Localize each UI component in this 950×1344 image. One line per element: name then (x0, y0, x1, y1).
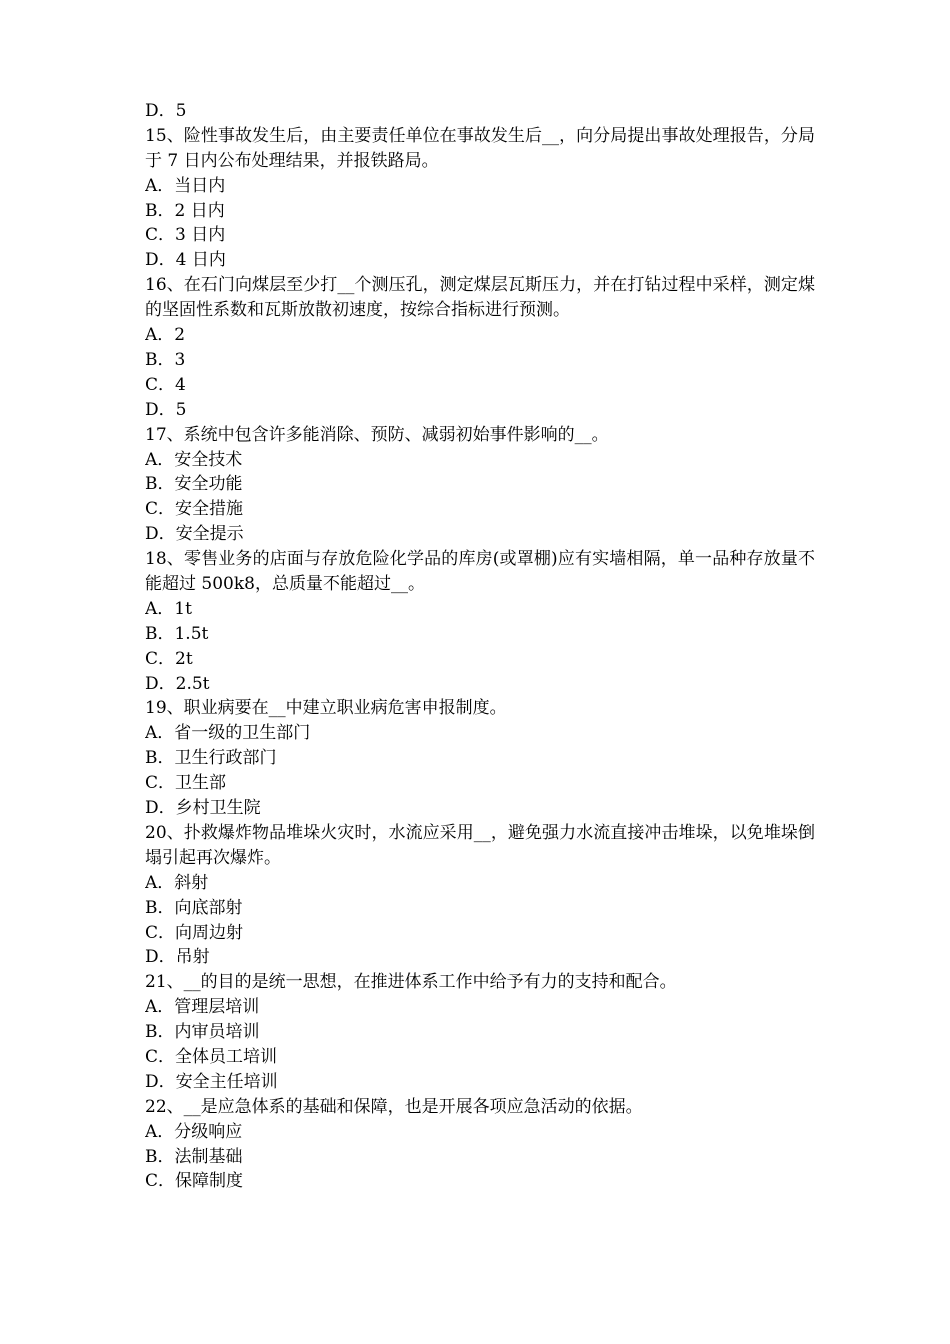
question-19-text: 19、职业病要在__中建立职业病危害申报制度。 (145, 698, 507, 719)
option-text: D．安全主任培训 (145, 1071, 278, 1092)
option-text: B．安全功能 (145, 474, 243, 495)
question-16-text: 16、在石门向煤层至少打__个测压孔，测定煤层瓦斯压力，并在打钻过程中采样，测定煤的坚固性系数和瓦斯放散初速度，按综合指标进行预测。 (145, 275, 815, 321)
option-text: C．卫生部 (145, 773, 227, 794)
option-text: A．2 (145, 325, 186, 346)
option-text: C．4 (145, 374, 186, 395)
option-text: B．2 日内 (145, 200, 225, 221)
question-18-text: 18、零售业务的店面与存放危险化学品的库房(或罩棚)应有实墙相隔，单一品种存放量不能超过 500k8，总质量不能超过__。 (145, 549, 815, 595)
option-text: D．安全提示 (145, 524, 244, 545)
option-text: C．向周边射 (145, 922, 244, 943)
option-text: A．分级响应 (145, 1121, 243, 1142)
option-text: B．1.5t (145, 623, 209, 644)
document-body (145, 99, 815, 1194)
question-22-text: 22、__是应急体系的基础和保障，也是开展各项应急活动的依据。 (145, 1096, 643, 1117)
question-17-text: 17、系统中包含许多能消除、预防、减弱初始事件影响的__。 (145, 424, 609, 445)
option-text: B．法制基础 (145, 1146, 243, 1167)
option-text: A．斜射 (145, 872, 209, 893)
option-text: C．保障制度 (145, 1171, 244, 1192)
option-text: D．5 (145, 399, 187, 420)
option-text: D．吊射 (145, 947, 210, 968)
option-text: A．当日内 (145, 175, 226, 196)
option-text: B．向底部射 (145, 897, 243, 918)
question-15-text: 15、险性事故发生后，由主要责任单位在事故发生后__，向分局提出事故处理报告，分局于 7 日内公布处理结果，并报铁路局。 (145, 125, 815, 171)
option-text: B．3 (145, 349, 186, 370)
option-text: A．安全技术 (145, 449, 243, 470)
option-text: D．2.5t (145, 673, 210, 694)
question-21-text: 21、__的目的是统一思想，在推进体系工作中给予有力的支持和配合。 (145, 972, 677, 993)
option-text: B．内审员培训 (145, 1022, 260, 1043)
option-text: A．省一级的卫生部门 (145, 723, 311, 744)
option-text: D．4 日内 (145, 250, 226, 271)
option-text: D．乡村卫生院 (145, 798, 261, 819)
option-text: C．2t (145, 648, 193, 669)
option-text: C．全体员工培训 (145, 1047, 278, 1068)
option-text: C．3 日内 (145, 225, 226, 246)
option-text: B．卫生行政部门 (145, 748, 277, 769)
option-text: A．管理层培训 (145, 997, 260, 1018)
option-text: C．安全措施 (145, 499, 244, 520)
question-20-text: 20、扑救爆炸物品堆垛火灾时，水流应采用__，避免强力水流直接冲击堆垛，以免堆垛倒塌引起再次爆炸。 (145, 822, 815, 868)
option-text: D．5 (145, 101, 187, 121)
option-text: A．1t (145, 598, 192, 619)
